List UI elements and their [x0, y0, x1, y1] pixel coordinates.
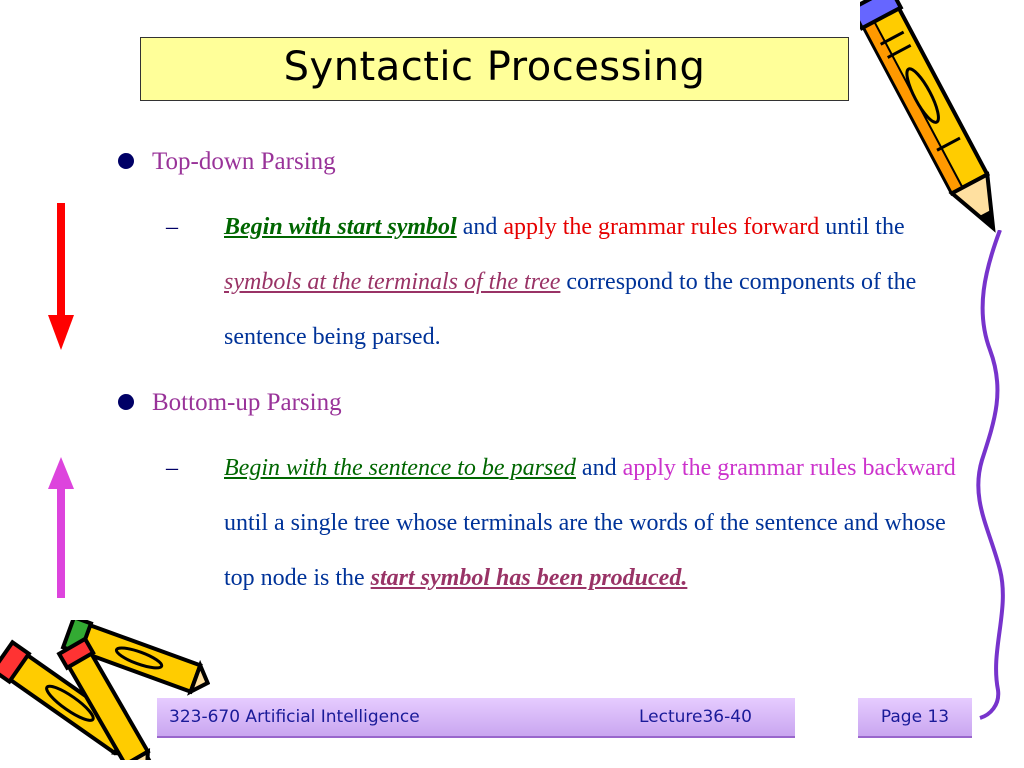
- text-segment: and: [456, 214, 504, 240]
- text-segment: and: [575, 455, 623, 481]
- text-segment: until a single tree whose terminals are the words of the sentence and whose top node is the: [224, 510, 946, 591]
- bullet-heading: Top-down Parsing: [152, 148, 336, 175]
- bullet-heading: Bottom-up Parsing: [152, 389, 342, 416]
- title-box: [140, 37, 849, 101]
- dash-marker: –: [166, 214, 178, 240]
- bullet-bottom-up: [152, 389, 342, 417]
- wavy-line-decoration: [960, 230, 1020, 720]
- bullet-dot: [118, 153, 134, 169]
- bullet-dot: [118, 394, 134, 410]
- top-down-description: [224, 200, 959, 365]
- text-segment: start symbol has been produced.: [370, 565, 688, 591]
- dash-marker: –: [166, 455, 178, 481]
- bullet-top-down: [152, 148, 336, 176]
- footer-page-bar: [858, 698, 972, 738]
- up-arrow-icon: [44, 457, 78, 598]
- text-segment: until the: [819, 214, 905, 240]
- slide-title: Syntactic Processing: [283, 44, 706, 90]
- footer-lecture: Lecture36-40: [639, 707, 752, 727]
- footer-page-number: Page 13: [880, 707, 950, 727]
- pencils-bottom-icon: [0, 620, 210, 760]
- text-segment: Begin with the sentence to be parsed: [224, 455, 576, 481]
- text-segment: apply the grammar rules forward: [503, 214, 820, 240]
- down-arrow-icon: [44, 203, 78, 350]
- text-segment: correspond to the components of the sentence being parsed.: [224, 269, 917, 350]
- footer-course-bar: [157, 698, 795, 738]
- text-segment: Begin with start symbol: [224, 214, 457, 240]
- text-segment: apply the grammar rules backward: [622, 455, 956, 481]
- footer-course: 323-670 Artificial Intelligence: [169, 707, 420, 727]
- text-segment: symbols at the terminals of the tree: [224, 269, 561, 295]
- bottom-up-description: [224, 441, 959, 606]
